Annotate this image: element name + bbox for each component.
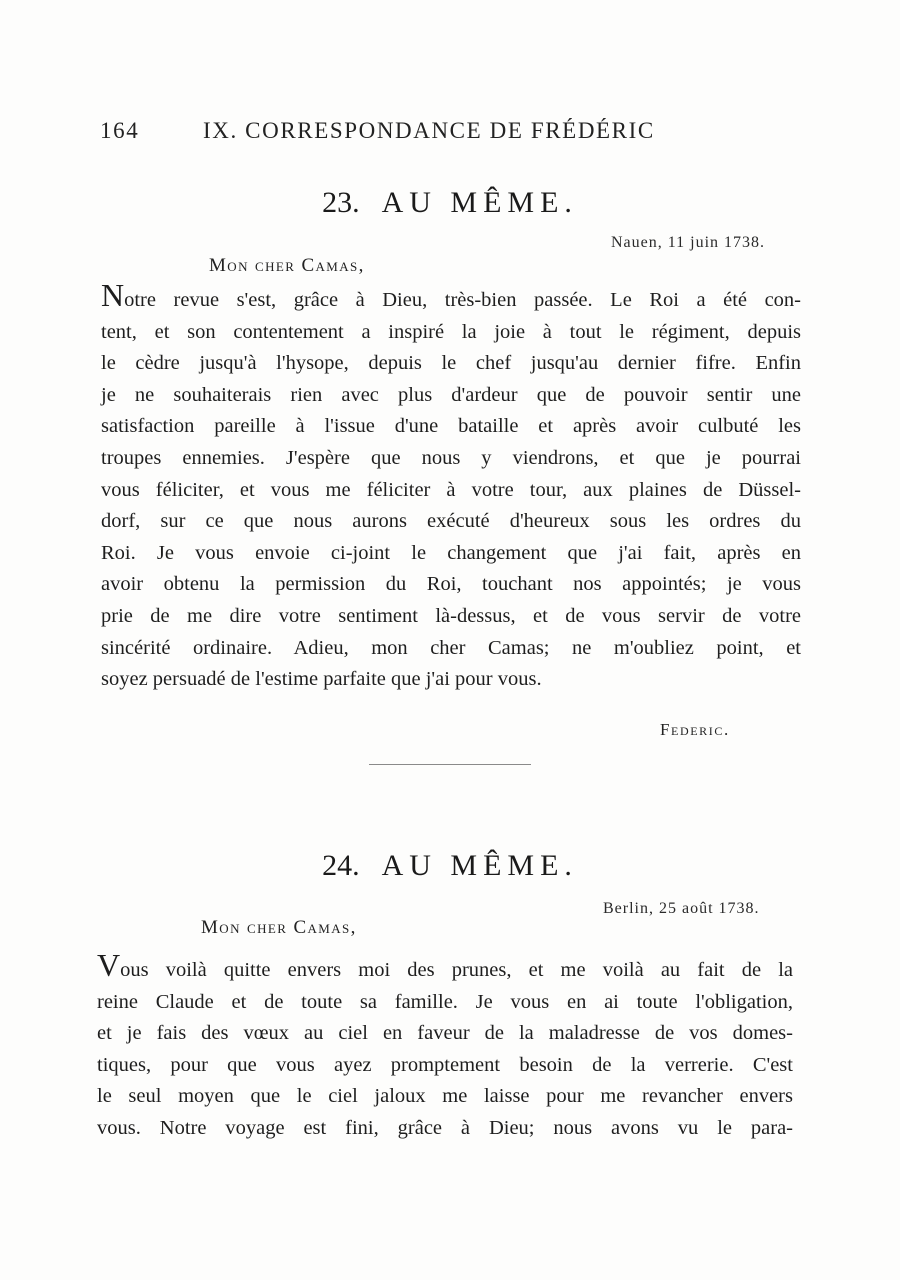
running-header — [100, 118, 720, 152]
body-line: sincérité ordinaire. Adieu, mon cher Camas; ne m'oubliez point, et — [101, 636, 801, 659]
letter-title: AU MÊME. — [381, 186, 578, 219]
body-line: avoir obtenu la permission du Roi, touchant nos appointés; je vous — [101, 573, 801, 596]
drop-cap: N — [101, 277, 125, 313]
letter-dateline: Nauen, 11 juin 1738. — [611, 234, 766, 251]
letter-signature: Federic. — [660, 720, 730, 739]
letter-number: 23. — [322, 186, 360, 219]
body-line: tent, et son contentement a inspiré la joie à tout le régiment, depuis — [101, 320, 801, 343]
letter-title: AU MÊME. — [381, 849, 578, 882]
body-line: soyez persuadé de l'estime parfaite que j'ai pour vous. — [101, 668, 542, 691]
letter-24-body — [97, 947, 793, 1145]
body-line: troupes ennemies. J'espère que nous y viendrons, et que je pourrai — [101, 446, 801, 469]
body-line: satisfaction pareille à l'issue d'une bataille et après avoir culbuté les — [101, 415, 801, 438]
body-line: Notre revue s'est, grâce à Dieu, très-bien passée. Le Roi a été con- — [101, 277, 801, 313]
drop-cap: V — [97, 947, 121, 983]
section-divider — [369, 764, 531, 765]
letter-number: 24. — [322, 849, 360, 882]
letter-dateline: Berlin, 25 août 1738. — [603, 900, 760, 917]
letter-salutation: Mon cher Camas, — [209, 255, 365, 276]
body-line: dorf, sur ce que nous aurons exécuté d'heureux sous les ordres du — [101, 510, 801, 533]
body-line: Vous voilà quitte envers moi des prunes, et me voilà au fait de la — [97, 947, 793, 983]
letter-23-heading — [0, 186, 900, 220]
body-line: et je fais des vœux au ciel en faveur de la maladresse de vos domes- — [97, 1022, 793, 1045]
body-line: Roi. Je vous envoie ci-joint le changement que j'ai fait, après en — [101, 541, 801, 564]
body-line: prie de me dire votre sentiment là-dessus, et de vous servir de votre — [101, 604, 801, 627]
body-line: le seul moyen que le ciel jaloux me laisse pour me revancher envers — [97, 1085, 793, 1108]
body-line: vous féliciter, et vous me féliciter à votre tour, aux plaines de Düssel- — [101, 478, 801, 501]
body-line: le cèdre jusqu'à l'hysope, depuis le chef jusqu'au dernier fifre. Enfin — [101, 352, 801, 375]
letter-24-heading — [0, 849, 900, 883]
letter-salutation: Mon cher Camas, — [201, 917, 357, 938]
body-line: je ne souhaiterais rien avec plus d'ardeur que de pouvoir sentir une — [101, 383, 801, 406]
body-line: vous. Notre voyage est fini, grâce à Dieu; nous avons vu le para- — [97, 1116, 793, 1139]
body-line: reine Claude et de toute sa famille. Je vous en ai toute l'obligation, — [97, 990, 793, 1013]
running-title: IX. CORRESPONDANCE DE FRÉDÉRIC — [203, 118, 655, 143]
letter-23-body — [101, 277, 801, 696]
body-line: tiques, pour que vous ayez promptement besoin de la verrerie. C'est — [97, 1053, 793, 1076]
page-number: 164 — [100, 118, 140, 143]
